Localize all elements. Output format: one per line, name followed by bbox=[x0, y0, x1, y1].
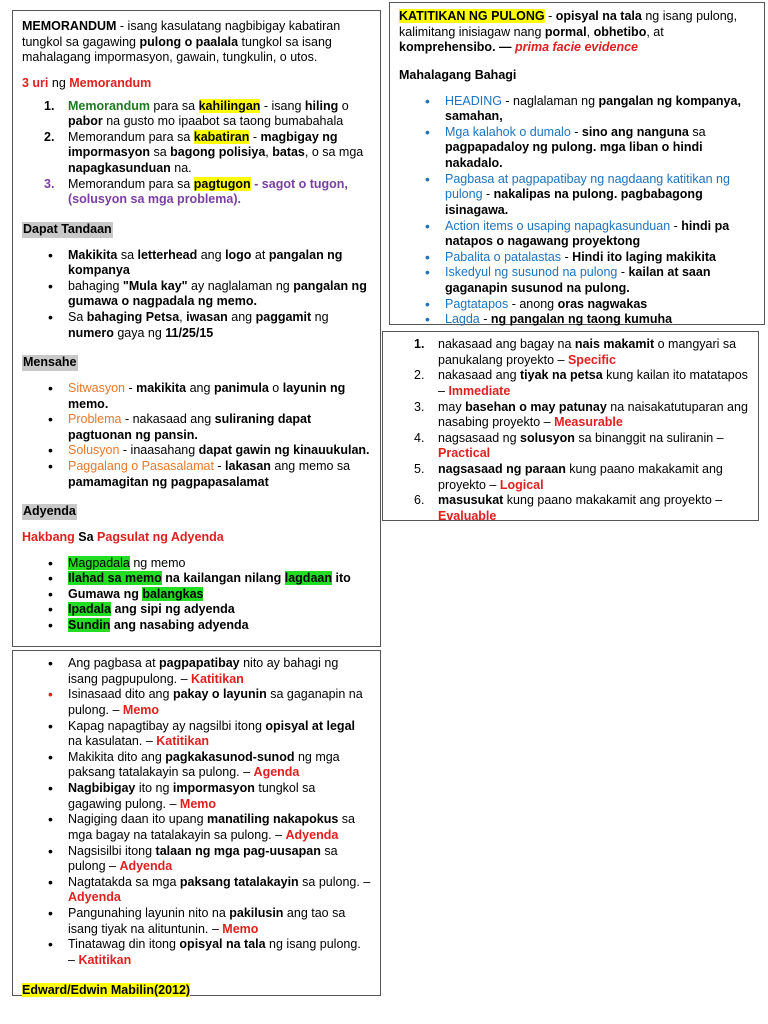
list-item bbox=[22, 687, 371, 718]
type-mid: para sa bbox=[145, 129, 194, 144]
section-title: Mensahe bbox=[23, 355, 77, 370]
memo-intro-bold: pulong o paalala bbox=[139, 34, 239, 49]
memo-type-item bbox=[22, 130, 371, 177]
item-text: Makikita dito ang bbox=[68, 749, 166, 764]
item-text: - bbox=[124, 380, 137, 395]
memo-title: MEMORANDUM bbox=[22, 19, 117, 33]
list-item bbox=[392, 493, 749, 524]
item-text: Kapag napagtibay ay nagsilbi itong bbox=[68, 718, 266, 733]
quiz-answer: Memo bbox=[179, 796, 217, 811]
item-text: ng isang pulong. – bbox=[68, 937, 361, 967]
item-text: ang tao sa isang tiyak na alituntunin. – bbox=[68, 906, 346, 936]
item-text-bold: impormasyon bbox=[172, 781, 255, 795]
def-text-bold: obhetibo bbox=[593, 24, 647, 39]
item-text-bold: logo bbox=[225, 247, 252, 262]
item-text-bold: makikita bbox=[136, 380, 187, 395]
list-number: 4. bbox=[414, 430, 425, 445]
memo-type-item bbox=[22, 99, 371, 130]
type-text-bold: magbigay ng impormasyon bbox=[68, 129, 338, 160]
list-item bbox=[22, 812, 371, 843]
list-item bbox=[22, 656, 371, 687]
tandaan-heading bbox=[22, 222, 371, 238]
type-highlight: kabatiran bbox=[193, 129, 250, 144]
list-number: 3. bbox=[414, 399, 425, 414]
item-text-bold: pangalan ng kompanya bbox=[68, 247, 343, 278]
quiz-answer: Adyenda bbox=[68, 890, 121, 905]
item-key: Paggalang o Pasasalamat bbox=[68, 459, 214, 473]
part-text: - bbox=[561, 249, 573, 264]
smart-answer: Practical bbox=[438, 446, 491, 461]
memo-type-item bbox=[22, 177, 371, 208]
item-text: at bbox=[251, 247, 269, 262]
quiz-answer: Adyenda bbox=[285, 827, 339, 842]
step-highlight: Sundin bbox=[68, 618, 111, 632]
list-item bbox=[22, 248, 371, 279]
item-text: ito ng bbox=[135, 781, 173, 795]
part-text: - bbox=[617, 265, 629, 280]
list-item bbox=[399, 250, 755, 266]
item-text-bold: layunin ng memo. bbox=[68, 380, 346, 411]
list-item bbox=[399, 219, 755, 250]
item-text-bold: bahaging Petsa bbox=[86, 310, 180, 324]
type-text: , bbox=[265, 145, 273, 160]
author-credit: Edward/Edwin Mabilin(2012) bbox=[22, 982, 191, 997]
item-text-bold: pakilusin bbox=[229, 906, 284, 920]
list-item bbox=[22, 875, 371, 906]
item-text-bold: tiyak na petsa bbox=[520, 368, 603, 383]
item-text-bold: opisyal at legal bbox=[265, 718, 355, 733]
item-text-bold: letterhead bbox=[137, 247, 198, 262]
part-text-bold: pangalan ng kompanya, samahan, bbox=[445, 93, 741, 124]
adyenda-steps-list bbox=[22, 556, 371, 634]
type-highlight: kahilingan bbox=[198, 98, 261, 113]
list-item bbox=[399, 94, 755, 125]
part-key: Pagbasa at pagpapatibay ng nagdaang katitikan ng pulong bbox=[445, 171, 730, 202]
part-text-bold: nakalipas na pulong. pagbabagong isinagawa. bbox=[445, 187, 703, 217]
type-text: na. bbox=[170, 161, 192, 175]
list-number: 2. bbox=[414, 368, 425, 383]
part-text: - bbox=[482, 187, 494, 202]
item-text-bold: masusukat bbox=[438, 493, 504, 508]
def-text-bold: pormal bbox=[544, 24, 587, 39]
part-text: - bbox=[670, 218, 682, 233]
item-text-bold: pagpapatibay bbox=[159, 656, 240, 670]
list-item bbox=[22, 587, 371, 603]
list-number: 1. bbox=[44, 98, 55, 113]
item-text: - nakasaad ang bbox=[121, 412, 215, 427]
item-text: tungkol sa gagawing pulong. – bbox=[68, 781, 316, 811]
smart-answer: Immediate bbox=[448, 383, 511, 398]
part-text-bold: pagpapadaloy ng pulong. mga liban o hindi nakadalo. bbox=[445, 140, 703, 170]
part-text-bold: sino ang nanguna bbox=[581, 124, 689, 139]
list-item bbox=[22, 937, 371, 968]
item-text-bold: solusyon bbox=[520, 430, 575, 445]
list-item bbox=[399, 172, 755, 219]
smart-answer: Specific bbox=[567, 352, 616, 367]
part-key: Pabalita o patalastas bbox=[445, 249, 562, 264]
type-mid: para sa bbox=[149, 98, 199, 113]
item-text: nito ay bahagi ng isang pagpupulong. – bbox=[68, 656, 339, 686]
step-text: na kailangan nilang bbox=[161, 571, 285, 586]
type-name: Memorandum bbox=[68, 98, 150, 113]
quiz-answer: Katitikan bbox=[191, 671, 244, 686]
part-key: Action items o usaping napagkasunduan bbox=[445, 218, 671, 233]
item-text: Isinasaad dito ang bbox=[68, 687, 173, 702]
list-item bbox=[392, 368, 749, 399]
quiz-answer: Katitikan bbox=[156, 734, 210, 749]
item-text-bold: iwasan bbox=[186, 310, 228, 324]
item-text: sa pulong – bbox=[68, 843, 338, 874]
step-highlight: Ipadala bbox=[68, 602, 112, 617]
step-highlight: balangkas bbox=[142, 586, 204, 601]
quiz-answer: Katitikan bbox=[78, 952, 132, 967]
item-text: sa binanggit na suliranin – bbox=[574, 430, 724, 445]
quiz-box bbox=[12, 650, 381, 996]
katitikan-box bbox=[389, 2, 765, 325]
type-text-bold: pabor bbox=[68, 114, 103, 129]
author-line bbox=[22, 983, 371, 999]
list-item bbox=[22, 381, 371, 412]
part-text-bold: oras nagwakas bbox=[557, 296, 648, 311]
type-name: Memorandum bbox=[68, 129, 146, 144]
item-text-bold: suliraning dapat pagtuonan ng pansin. bbox=[68, 412, 312, 442]
item-text: Nagsisilbi itong bbox=[68, 843, 156, 858]
type-text-bold: - sagot o tugon, (solusyon sa mga problema). bbox=[68, 176, 348, 207]
item-text: kung paano makakamit ang proyekto – bbox=[503, 493, 723, 508]
def-text-bold: — bbox=[495, 40, 515, 55]
list-number: 2. bbox=[44, 129, 55, 144]
item-text-bold: nais makamit bbox=[574, 337, 655, 351]
list-number: 6. bbox=[414, 493, 425, 508]
section-title: Adyenda bbox=[23, 504, 76, 519]
uri-heading bbox=[22, 76, 371, 92]
list-item bbox=[22, 443, 371, 459]
quiz-answer: Agenda bbox=[253, 765, 300, 780]
item-text-bold: nagsasaad ng paraan bbox=[438, 462, 566, 476]
tandaan-list bbox=[22, 248, 371, 342]
hakbang-topic: Pagsulat ng Adyenda bbox=[97, 529, 224, 544]
uri-connector: ng bbox=[48, 75, 70, 90]
item-key: Sitwasyon bbox=[68, 380, 125, 395]
type-text: , o sa mga bbox=[304, 145, 364, 160]
item-text-bold: Makikita bbox=[68, 247, 118, 262]
item-text: - inaasahang bbox=[119, 443, 199, 458]
item-text-bold: 11/25/15 bbox=[165, 325, 214, 340]
item-text: kung paano makakamit ang proyekto – bbox=[438, 462, 723, 492]
item-text-bold: numero bbox=[68, 325, 114, 340]
mensahe-list bbox=[22, 381, 371, 490]
list-item bbox=[22, 279, 371, 310]
step-text: ng memo bbox=[129, 555, 186, 570]
item-text-bold: paksang tatalakayin bbox=[179, 874, 299, 889]
item-text-bold: pamamagitan ng pagpapasalamat bbox=[68, 474, 269, 489]
smart-box bbox=[382, 331, 759, 521]
quiz-answer: Memo bbox=[122, 702, 160, 717]
type-text-bold: napagkasunduan bbox=[68, 161, 171, 175]
smart-answer: Logical bbox=[499, 477, 544, 492]
part-text-bold: ng pangalan ng taong kumuha bbox=[490, 312, 673, 327]
list-item bbox=[22, 906, 371, 937]
list-item bbox=[399, 265, 755, 296]
list-item bbox=[22, 618, 371, 634]
step-text: ng bbox=[120, 586, 143, 601]
part-text: - bbox=[570, 124, 582, 139]
item-text: gaya ng bbox=[113, 325, 166, 340]
item-text: ng mga paksang tatalakayin sa pulong. – bbox=[68, 749, 340, 780]
item-text: sa mga bagay na tatalakayin sa pulong. – bbox=[68, 812, 355, 842]
item-text: ang bbox=[227, 310, 256, 324]
type-text: - isang bbox=[260, 98, 305, 113]
part-key: Pagtatapos bbox=[445, 296, 509, 311]
step-highlight: Magpadala bbox=[68, 555, 130, 570]
item-text: - bbox=[213, 459, 226, 473]
adyenda-heading bbox=[22, 504, 371, 520]
part-text-bold: hindi pa natapos o nagawang proyektong bbox=[445, 218, 730, 249]
uri-count: 3 uri bbox=[22, 75, 49, 90]
quiz-list bbox=[22, 656, 371, 969]
item-text: sa bbox=[117, 247, 138, 262]
section-title: Dapat Tandaan bbox=[23, 221, 112, 236]
item-text: ng bbox=[311, 310, 329, 324]
part-key: HEADING bbox=[445, 93, 502, 108]
uri-memorandum: Memorandum bbox=[69, 75, 152, 90]
part-text-bold: Hindi ito laging makikita bbox=[572, 249, 716, 264]
step-text: ang nasabing adyenda bbox=[110, 618, 249, 632]
item-text-bold: basehan o may patunay bbox=[465, 399, 607, 414]
def-text-bold: komprehensibo. bbox=[399, 40, 496, 55]
type-text-bold: hiling bbox=[304, 98, 339, 113]
list-item bbox=[22, 556, 371, 572]
type-text: - bbox=[249, 129, 261, 144]
part-key: Lagda bbox=[445, 312, 480, 327]
item-text: na naisakatutuparan ang nasabing proyekto – bbox=[438, 399, 748, 430]
quiz-answer: Memo bbox=[222, 921, 259, 936]
item-text-bold: pagkakasunod-sunod bbox=[165, 749, 295, 764]
hakbang-connector: Sa bbox=[74, 529, 98, 544]
item-text-bold: paggamit bbox=[255, 310, 312, 324]
item-text-bold: panimula bbox=[213, 380, 269, 395]
list-number: 5. bbox=[414, 462, 425, 476]
list-item bbox=[399, 312, 755, 328]
item-text: nakasaad ang bbox=[438, 368, 521, 383]
item-key: Solusyon bbox=[68, 443, 120, 458]
bahagi-heading bbox=[399, 68, 755, 84]
katitikan-definition bbox=[399, 9, 755, 56]
item-text: ang memo sa bbox=[270, 459, 351, 473]
part-text: - bbox=[479, 312, 491, 327]
type-text: o bbox=[338, 98, 349, 113]
item-text: sa gaganapin na pulong. – bbox=[68, 687, 363, 717]
smart-list bbox=[392, 337, 749, 525]
step-text: ang sipi ng adyenda bbox=[111, 602, 235, 617]
step-highlight: lagdaan bbox=[284, 571, 332, 586]
item-text: Tinatawag din itong bbox=[68, 937, 180, 952]
def-evidence: prima facie evidence bbox=[515, 40, 638, 55]
list-item bbox=[22, 459, 371, 490]
item-text: Nagtatakda sa mga bbox=[68, 874, 180, 889]
list-item bbox=[392, 337, 749, 368]
step-text: ito bbox=[332, 571, 351, 586]
list-item bbox=[22, 781, 371, 812]
def-text-bold: opisyal na tala bbox=[555, 9, 642, 23]
item-text: nagsasaad ng bbox=[438, 430, 521, 445]
item-text: ang bbox=[197, 247, 226, 262]
memo-intro-end: tungkol sa isang mahalagang impormasyon, gawain, tungkulin, o utos. bbox=[22, 34, 332, 65]
item-key: Problema bbox=[68, 412, 122, 427]
type-highlight: pagtugon bbox=[193, 176, 251, 191]
step-text: Gumawa bbox=[68, 586, 121, 601]
item-text: Nagiging daan ito upang bbox=[68, 812, 208, 827]
type-mid: para sa bbox=[145, 176, 194, 191]
type-text: sa bbox=[149, 145, 171, 160]
list-item bbox=[22, 310, 371, 341]
smart-answer: Measurable bbox=[554, 415, 623, 430]
item-text-bold: dapat gawin ng kinauukulan. bbox=[198, 443, 370, 458]
list-item bbox=[392, 431, 749, 462]
list-number: 1. bbox=[414, 337, 425, 351]
list-item bbox=[22, 412, 371, 443]
item-text: o mangyari sa panukalang proyekto – bbox=[438, 337, 737, 367]
part-text-bold: kailan at saan gaganapin susunod na pulong. bbox=[445, 265, 711, 295]
item-text-bold: opisyal na tala bbox=[179, 937, 266, 952]
part-text: - naglalaman ng bbox=[501, 93, 599, 108]
memo-intro: - isang kasulatang nagbibigay kabatiran tungkol sa gagawing bbox=[22, 19, 341, 49]
item-text-bold: pakay o layunin bbox=[172, 687, 267, 702]
list-item bbox=[22, 719, 371, 750]
part-text: sa bbox=[688, 124, 706, 139]
list-item bbox=[22, 750, 371, 781]
item-text: may bbox=[438, 399, 466, 414]
list-item bbox=[22, 571, 371, 587]
list-number: 3. bbox=[44, 176, 55, 191]
def-text: , at bbox=[646, 24, 664, 39]
list-item bbox=[399, 125, 755, 172]
item-text: kung kailan ito matatapos – bbox=[438, 368, 748, 398]
mensahe-heading bbox=[22, 355, 371, 371]
memo-types-list bbox=[22, 99, 371, 208]
item-text: ay naglalaman ng bbox=[187, 278, 294, 293]
part-text: - anong bbox=[508, 296, 558, 311]
def-text: ng isang pulong, kalimitang inisiagaw nang bbox=[399, 9, 738, 39]
item-text: nakasaad ang bagay na bbox=[438, 337, 575, 351]
item-text-bold: manatiling nakapokus bbox=[207, 812, 339, 827]
item-text-bold: Nagbibigay bbox=[68, 781, 136, 795]
memorandum-box bbox=[12, 10, 381, 647]
item-text-bold: "Mula kay" bbox=[122, 278, 188, 293]
list-item bbox=[22, 602, 371, 618]
item-text: Ang pagbasa at bbox=[68, 656, 160, 670]
item-text: sa pulong. – bbox=[298, 874, 371, 889]
item-text-bold: talaan ng mga pag-uusapan bbox=[155, 843, 321, 858]
type-text: na gusto mo ipaabot sa taong bumabahala bbox=[102, 114, 344, 129]
type-text-bold: batas bbox=[272, 145, 305, 160]
def-text: , bbox=[586, 24, 594, 39]
list-item bbox=[392, 462, 749, 493]
item-text: Sa bbox=[68, 310, 87, 324]
smart-answer: Evaluable bbox=[438, 508, 497, 523]
item-text: Pangunahing layunin nito na bbox=[68, 906, 230, 920]
hakbang-heading bbox=[22, 530, 371, 546]
item-text-bold: lakasan bbox=[225, 459, 271, 473]
section-title: Mahalagang Bahagi bbox=[399, 67, 517, 82]
katitikan-title: KATITIKAN NG PULONG bbox=[399, 9, 545, 23]
item-text: bahaging bbox=[68, 278, 123, 293]
def-text: - bbox=[544, 9, 556, 23]
memo-definition bbox=[22, 19, 371, 66]
list-item bbox=[22, 844, 371, 875]
type-name: Memorandum bbox=[68, 176, 146, 191]
hakbang-word: Hakbang bbox=[22, 529, 75, 544]
part-key: Iskedyul ng susunod na pulong bbox=[445, 265, 618, 280]
type-text-bold: bagong polisiya bbox=[170, 145, 266, 160]
list-item bbox=[392, 400, 749, 431]
item-text: ang bbox=[186, 380, 214, 395]
bahagi-list bbox=[399, 94, 755, 328]
quiz-answer: Adyenda bbox=[119, 859, 173, 874]
list-item bbox=[399, 297, 755, 313]
item-text: , bbox=[179, 310, 187, 324]
step-highlight: Ilahad sa memo bbox=[68, 571, 162, 586]
item-text: na kasulatan. – bbox=[68, 734, 157, 749]
item-text-bold: pangalan ng gumawa o nagpadala ng memo. bbox=[68, 278, 367, 309]
part-key: Mga kalahok o dumalo bbox=[445, 124, 571, 139]
item-text: o bbox=[268, 380, 283, 395]
